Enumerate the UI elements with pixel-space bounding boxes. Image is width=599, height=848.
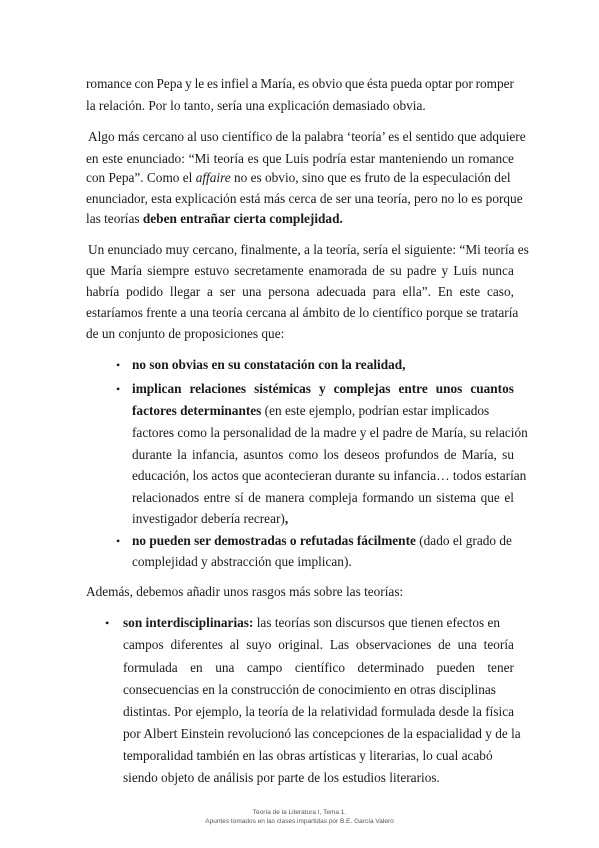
- list-1-item-2-line-1: implican relaciones sistémicas y complejas entre unos cuantos: [132, 381, 514, 396]
- list-1-item-2-line-2: factores determinantes (en este ejemplo, podrían estar implicados: [132, 403, 490, 418]
- bold-complexity: deben entrañar cierta complejidad.: [142, 211, 343, 226]
- list-2-item-1-line-8: siendo objeto de análisis por parte de los estudios literarios.: [123, 770, 440, 785]
- paragraph-2-line-2: en este enunciado: “Mi teoría es que Luis podría estar manteniendo un romance: [86, 151, 514, 166]
- paragraph-3-line-1: Un enunciado muy cercano, finalmente, a la teoría, sería el siguiente: “Mi teoría es: [88, 242, 529, 257]
- footer-line-1: Teoría de la Literatura I, Tema 1.: [252, 809, 347, 816]
- list-1-item-2-line-6: relacionados entre sí de manera compleja formando un sistema que el: [132, 490, 514, 505]
- paragraph-1-line-2: la relación. Por lo tanto, sería una explicación demasiado obvia.: [86, 98, 426, 113]
- paragraph-4: Además, debemos añadir unos rasgos más sobre las teorías:: [86, 584, 404, 599]
- bullet-icon: •: [116, 534, 121, 548]
- bullet-icon: •: [105, 616, 110, 630]
- list-2-item-1-line-1: son interdisciplinarias: las teorías son discursos que tienen efectos en: [123, 615, 501, 630]
- list-1-item-2-line-7: investigador debería recrear),: [132, 511, 289, 526]
- paragraph-3-line-2: que María siempre estuvo secretamente enamorada de su padre y Luis nunca: [86, 263, 514, 278]
- list-2-item-1-line-2: campos diferentes al suyo original. Las observaciones de una teoría: [123, 637, 514, 652]
- paragraph-2-line-1: Algo más cercano al uso científico de la palabra ‘teoría’ es el sentido que adquiere: [88, 129, 526, 144]
- list-1-item-2-line-3: factores como la personalidad de la madre y el padre de María, su relación: [132, 425, 528, 440]
- list-2-item-1-line-3: formulada en una campo científico determinado pueden tener: [123, 660, 514, 675]
- bullet-icon: •: [116, 358, 121, 372]
- list-1-item-2-line-5: educación, los actos que acontecieran durante su infancia… todos estarían: [132, 468, 527, 483]
- paragraph-3-line-5: de un conjunto de proposiciones que:: [86, 326, 285, 341]
- paragraph-3-line-3: habría podido llegar a ser una persona adecuada para ella”. En este caso,: [86, 284, 514, 299]
- list-2-item-1-line-7: temporalidad también en las obras artísticas y literarias, lo cual acabó: [123, 748, 493, 763]
- list-1-item-3-line-1: no pueden ser demostradas o refutadas fácilmente (dado el grado de: [132, 533, 512, 548]
- paragraph-2-line-5: las teorías deben entrañar cierta complejidad.: [86, 211, 343, 226]
- footer-line-2: Apuntes tomados en las clases impartidas por B.E. García Valero: [205, 818, 394, 825]
- paragraph-1-line-1: romance con Pepa y le es infiel a María, es obvio que ésta pueda optar por romper: [86, 76, 514, 91]
- list-2-item-1-line-4: consecuencias en la construcción de conocimiento en otras disciplinas: [123, 682, 496, 697]
- paragraph-3-line-4: estaríamos frente a una teoría cercana al ámbito de lo científico porque se trataría: [86, 305, 519, 320]
- emphasis-affaire: affaire: [195, 170, 231, 185]
- list-2-item-1-line-5: distintas. Por ejemplo, la teoría de la relatividad formulada desde la física: [123, 704, 515, 719]
- list-1-item-1: no son obvias en su constatación con la realidad,: [132, 357, 406, 372]
- list-1-item-2-line-4: durante la infancia, asuntos como los deseos profundos de María, su: [132, 447, 514, 462]
- paragraph-2-line-3: con Pepa”. Como el affaire no es obvio, sino que es fruto de la especulación del: [86, 170, 511, 185]
- bullet-icon: •: [116, 382, 121, 396]
- paragraph-2-line-4: enunciador, esta explicación está más cerca de ser una teoría, pero no lo es porque: [86, 191, 523, 206]
- list-2-item-1-line-6: por Albert Einstein revolucionó las concepciones de la espacialidad y de la: [123, 726, 521, 741]
- list-1-item-3-line-2: complejidad y abstracción que implican).: [132, 554, 352, 569]
